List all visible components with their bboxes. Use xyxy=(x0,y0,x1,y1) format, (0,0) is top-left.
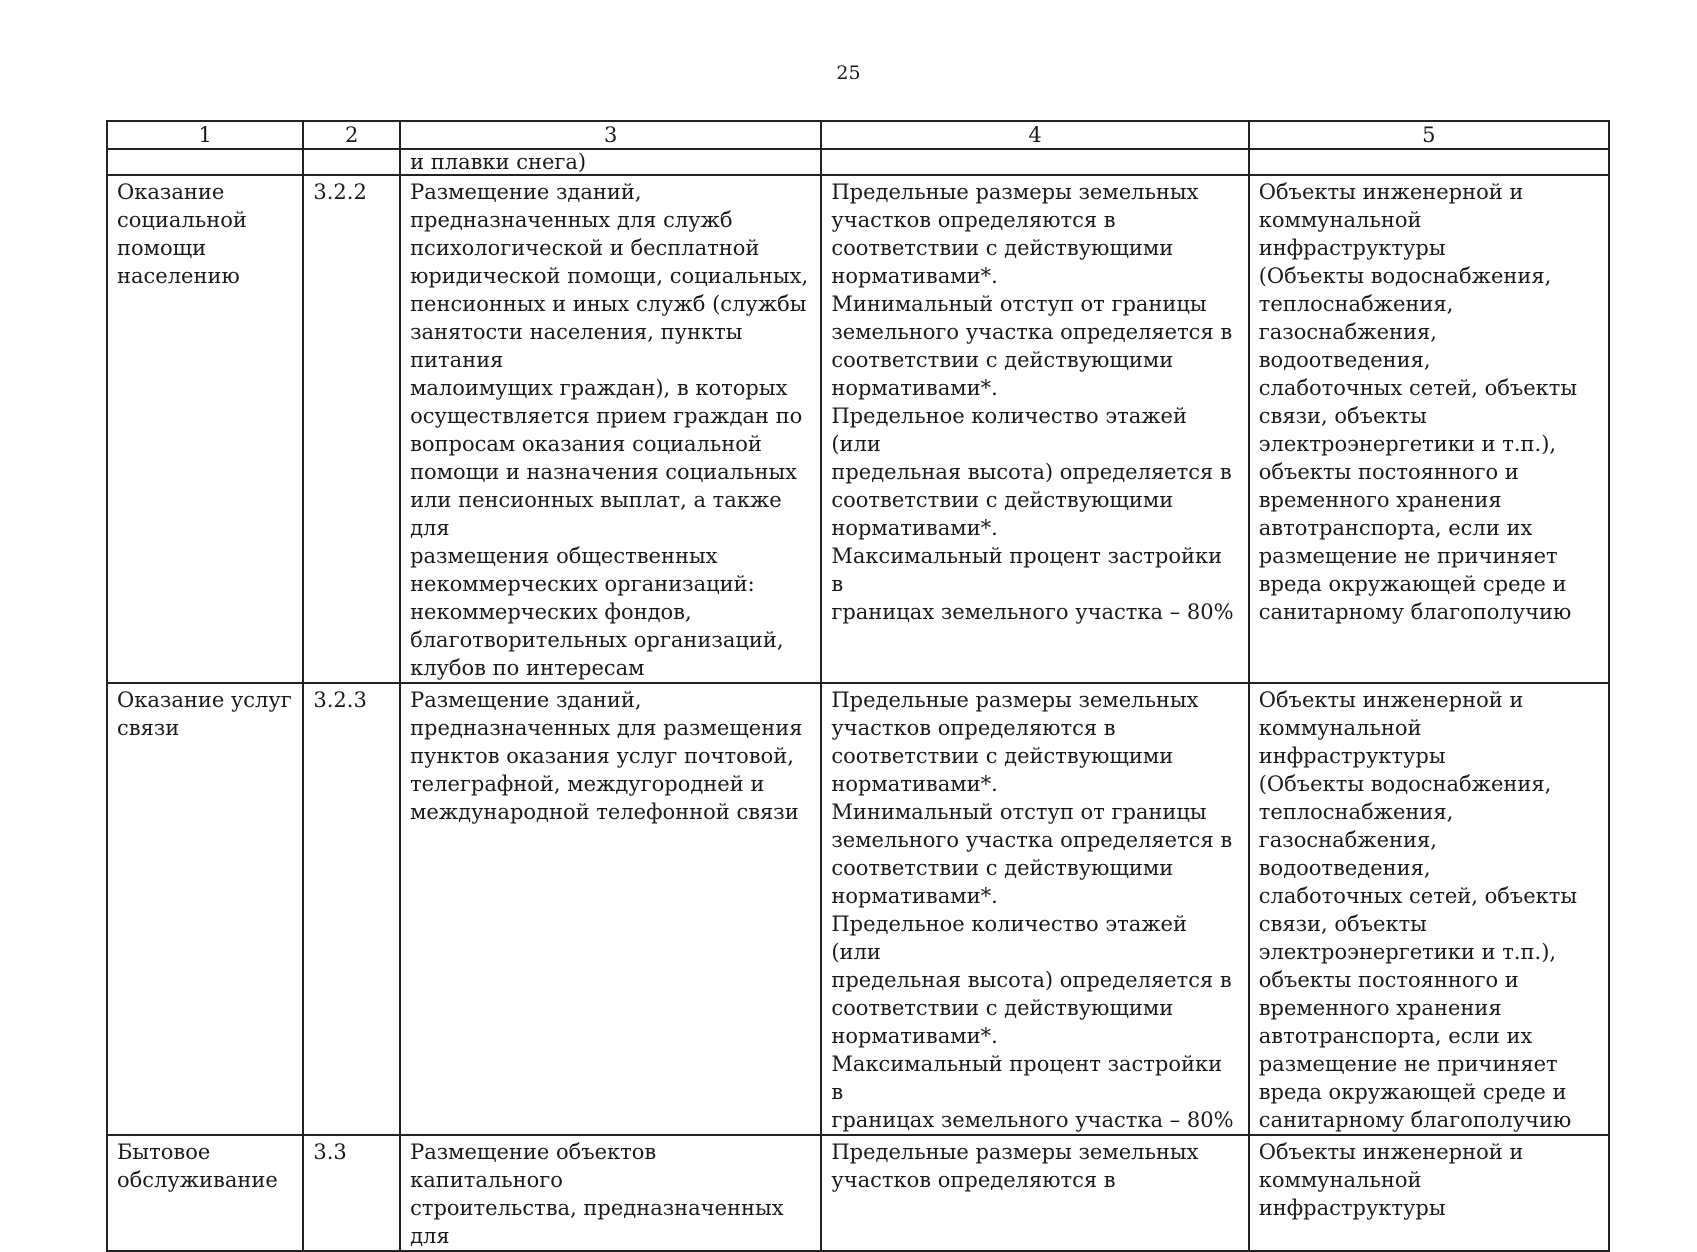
table-cell xyxy=(1249,149,1609,175)
row-code: 3.3 xyxy=(303,1135,400,1251)
row-code: 3.2.2 xyxy=(303,175,400,683)
row-auxiliary: Объекты инженерной и коммунальной инфраструктуры (Объекты водоснабжения, теплоснабжения, газоснабжения, водоотведения, слаботочных сетей, объекты связи, объекты электроэнергетики и т.п.), объекты постоянного и временного хранения автотранспорта, если их размещение не причиняет вреда окружающей среде и санитарному благополучию xyxy=(1249,683,1609,1135)
continuation-row xyxy=(107,149,1609,175)
row-auxiliary: Объекты инженерной и коммунальной инфраструктуры xyxy=(1249,1135,1609,1251)
table-cell xyxy=(107,149,303,175)
column-header: 2 xyxy=(303,121,400,149)
table-header-row xyxy=(107,121,1609,149)
row-description: Размещение зданий, предназначенных для служб психологической и бесплатной юридической помощи, социальных, пенсионных и иных служб (службы занятости населения, пункты питания малоимущих граждан), в которых осуществляется прием граждан по вопросам оказания социальной помощи и назначения социальных или пенсионных выплат, а также для размещения общественных некоммерческих организаций: некоммерческих фондов, благотворительных организаций, клубов по интересам xyxy=(400,175,821,683)
table-cell xyxy=(821,149,1248,175)
row-parameters: Предельные размеры земельных участков определяются в соответствии с действующими нормативами*. Минимальный отступ от границы земельного участка определяется в соответствии с действующими нормативами*. Предельное количество этажей (или предельная высота) определяется в соответствии с действующими нормативами*. Максимальный процент застройки в границах земельного участка – 80% xyxy=(821,683,1248,1135)
row-code: 3.2.3 xyxy=(303,683,400,1135)
column-header: 4 xyxy=(821,121,1248,149)
row-parameters: Предельные размеры земельных участков определяются в xyxy=(821,1135,1248,1251)
zoning-table xyxy=(106,120,1610,1252)
table-row xyxy=(107,683,1609,1135)
row-name: Бытовое обслуживание xyxy=(107,1135,303,1251)
row-auxiliary: Объекты инженерной и коммунальной инфраструктуры (Объекты водоснабжения, теплоснабжения, газоснабжения, водоотведения, слаботочных сетей, объекты связи, объекты электроэнергетики и т.п.), объекты постоянного и временного хранения автотранспорта, если их размещение не причиняет вреда окружающей среде и санитарному благополучию xyxy=(1249,175,1609,683)
table-row xyxy=(107,175,1609,683)
column-header: 1 xyxy=(107,121,303,149)
row-description: Размещение зданий, предназначенных для размещения пунктов оказания услуг почтовой, телеграфной, междугородней и международной телефонной связи xyxy=(400,683,821,1135)
row-parameters: Предельные размеры земельных участков определяются в соответствии с действующими нормативами*. Минимальный отступ от границы земельного участка определяется в соответствии с действующими нормативами*. Предельное количество этажей (или предельная высота) определяется в соответствии с действующими нормативами*. Максимальный процент застройки в границах земельного участка – 80% xyxy=(821,175,1248,683)
row-name: Оказание услуг связи xyxy=(107,683,303,1135)
table-cell: и плавки снега) xyxy=(400,149,821,175)
table-cell xyxy=(303,149,400,175)
table-row xyxy=(107,1135,1609,1251)
page-number: 25 xyxy=(836,62,861,84)
row-description: Размещение объектов капитального строительства, предназначенных для xyxy=(400,1135,821,1251)
column-header: 3 xyxy=(400,121,821,149)
row-name: Оказание социальной помощи населению xyxy=(107,175,303,683)
column-header: 5 xyxy=(1249,121,1609,149)
